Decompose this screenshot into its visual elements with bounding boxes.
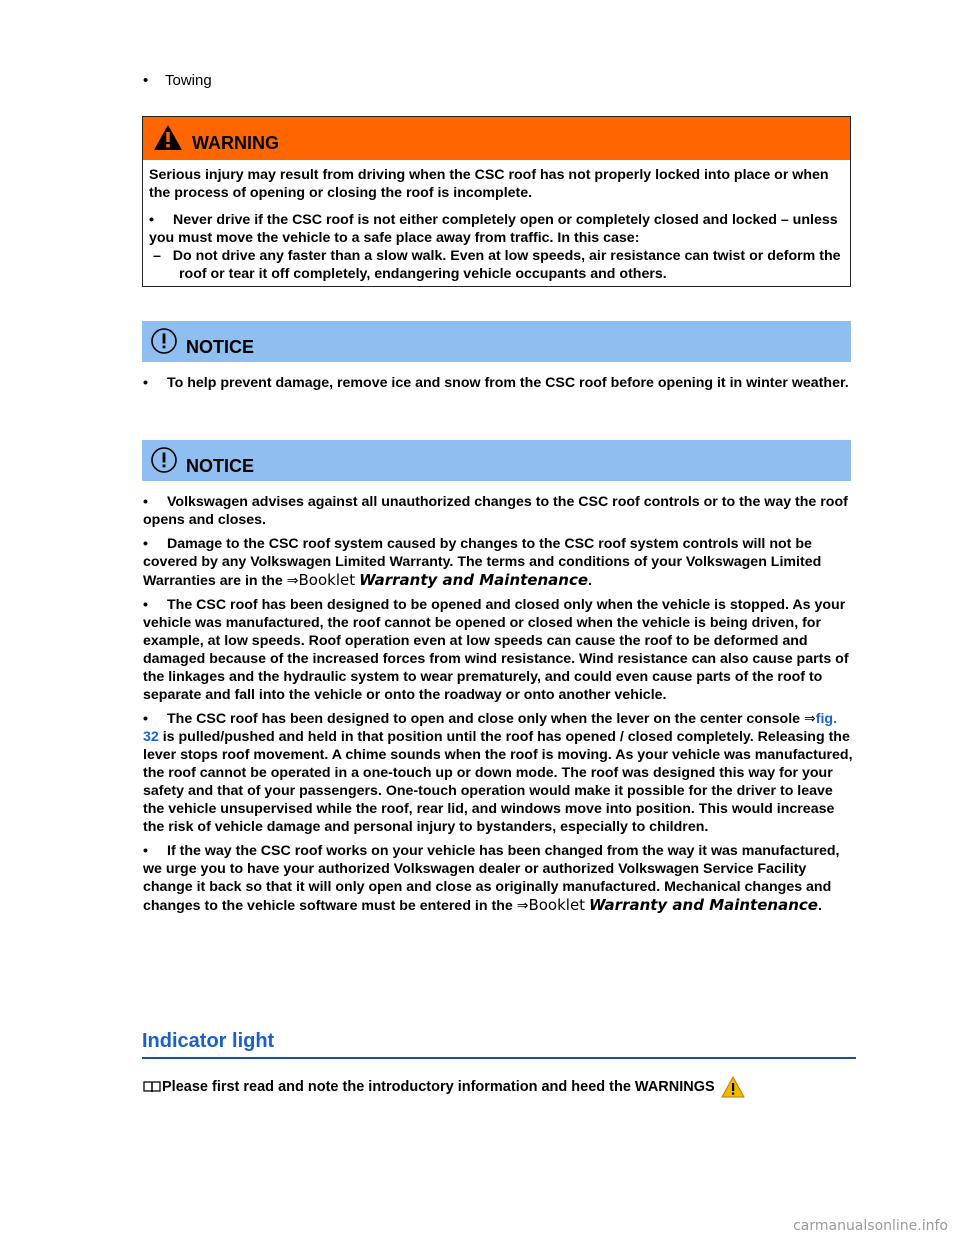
notice-body-2 [143, 493, 855, 921]
notice2-item-5: • If the way the CSC roof works on your vehicle has been changed from the way it was manufactured, we urge you to have your authorized Volkswagen dealer or authorized Volkswagen Service Facility change it back so that it will only open and close as originally manufactured. Mechanical changes and changes to the vehicle software must be entered in the ⇒Booklet Warranty and Maintenance. [143, 843, 840, 914]
warranty-maintenance-ref: Warranty and Maintenance [589, 896, 818, 914]
notice-title-2: NOTICE [186, 456, 255, 476]
warning-triangle-icon [153, 124, 183, 151]
bullet-dot: • [143, 72, 149, 89]
book-icon [143, 1080, 161, 1094]
section-heading: Indicator light [142, 1030, 856, 1059]
warning-body [143, 160, 850, 283]
warning-bullet-text: Never drive if the CSC roof is not either completely open or completely closed and locked – unless you must move the vehicle to a safe place away from traffic. In this case: [149, 212, 838, 246]
notice2-item-1: • Volkswagen advises against all unauthorized changes to the CSC roof controls or to the way the roof opens and closes. [143, 494, 848, 528]
warning-bullet: • Never drive if the CSC roof is not either completely open or completely closed and locked – unless you must move the vehicle to a safe place away from traffic. In this case: [149, 212, 838, 246]
notice-header-2 [142, 440, 851, 481]
notice2-item-4: • The CSC roof has been designed to open and close only when the lever on the center console ⇒fig. 32 is pulled/pushed and held in that position until the roof has opened / closed completely. Releasing the lever stops roof movement. A chime sounds when the roof is moving. As your vehicle was manufactured, the roof cannot be operated in a one-touch up or down mode. The roof was designed this way for your safety and that of your passengers. One-touch operation would make it possible for the driver to leave the vehicle unsupervised while the roof, rear lid, and windows move into position. This would increase the risk of vehicle damage and personal injury to bystanders, especially to children. [143, 711, 853, 835]
warning-header [143, 117, 850, 160]
towing-text: Towing [165, 72, 212, 89]
intro-text: Please first read and note the introductory information and heed the WARNINGS [162, 1079, 715, 1095]
booklet-reference: Booklet [298, 571, 356, 589]
warning-intro: Serious injury may result from driving when the CSC roof has not properly locked into place or when the process of opening or closing the roof is incomplete. [149, 167, 829, 201]
warning-title: WARNING [192, 133, 279, 153]
warning-dash-item: – Do not drive any faster than a slow walk. Even at low speeds, air resistance can twist or deform the roof or tear it off completely, endangering vehicle occupants and others. [153, 248, 841, 282]
warning-box [142, 116, 851, 287]
warranty-maintenance-ref: Warranty and Maintenance [359, 571, 589, 589]
watermark: carmanualsonline.info [793, 1218, 948, 1234]
warning-triangle-icon[interactable] [721, 1076, 745, 1098]
fig-32-link[interactable]: fig. 32 [143, 711, 838, 745]
exclamation-circle-icon [150, 446, 178, 474]
notice2-item-2: • Damage to the CSC roof system caused by changes to the CSC roof system controls will not be covered by any Volkswagen Limited Warranty. The terms and conditions of your Volkswagen Limited Warranties are in the ⇒Booklet Warranty and Maintenance. [143, 536, 822, 589]
intro-line [143, 1076, 745, 1098]
notice-body-1 [143, 374, 855, 398]
notice2-item-3: • The CSC roof has been designed to be opened and closed only when the vehicle is stopped. As your vehicle was manufactured, the roof cannot be opened or closed when the vehicle is being driven, for example, at low speeds. Roof operation even at low speeds can cause the roof to be deformed and damaged because of the increased forces from wind resistance. Wind resistance can also cause parts of the linkages and the hydraulic system to wear prematurely, and could even cause parts of the roof to separate and fall into the vehicle or onto the roadway or onto another vehicle. [143, 597, 849, 703]
booklet-reference: Booklet [528, 896, 586, 914]
notice-header-1 [142, 321, 851, 362]
notice1-item: • To help prevent damage, remove ice and snow from the CSC roof before opening it in winter weather. [143, 375, 849, 391]
warning-dash-text: Do not drive any faster than a slow walk. Even at low speeds, air resistance can twist or deform the roof or tear it off completely, endangering vehicle occupants and others. [172, 248, 841, 282]
exclamation-circle-icon [150, 327, 178, 355]
towing-bullet-item [143, 72, 212, 89]
notice-title-1: NOTICE [186, 337, 255, 357]
